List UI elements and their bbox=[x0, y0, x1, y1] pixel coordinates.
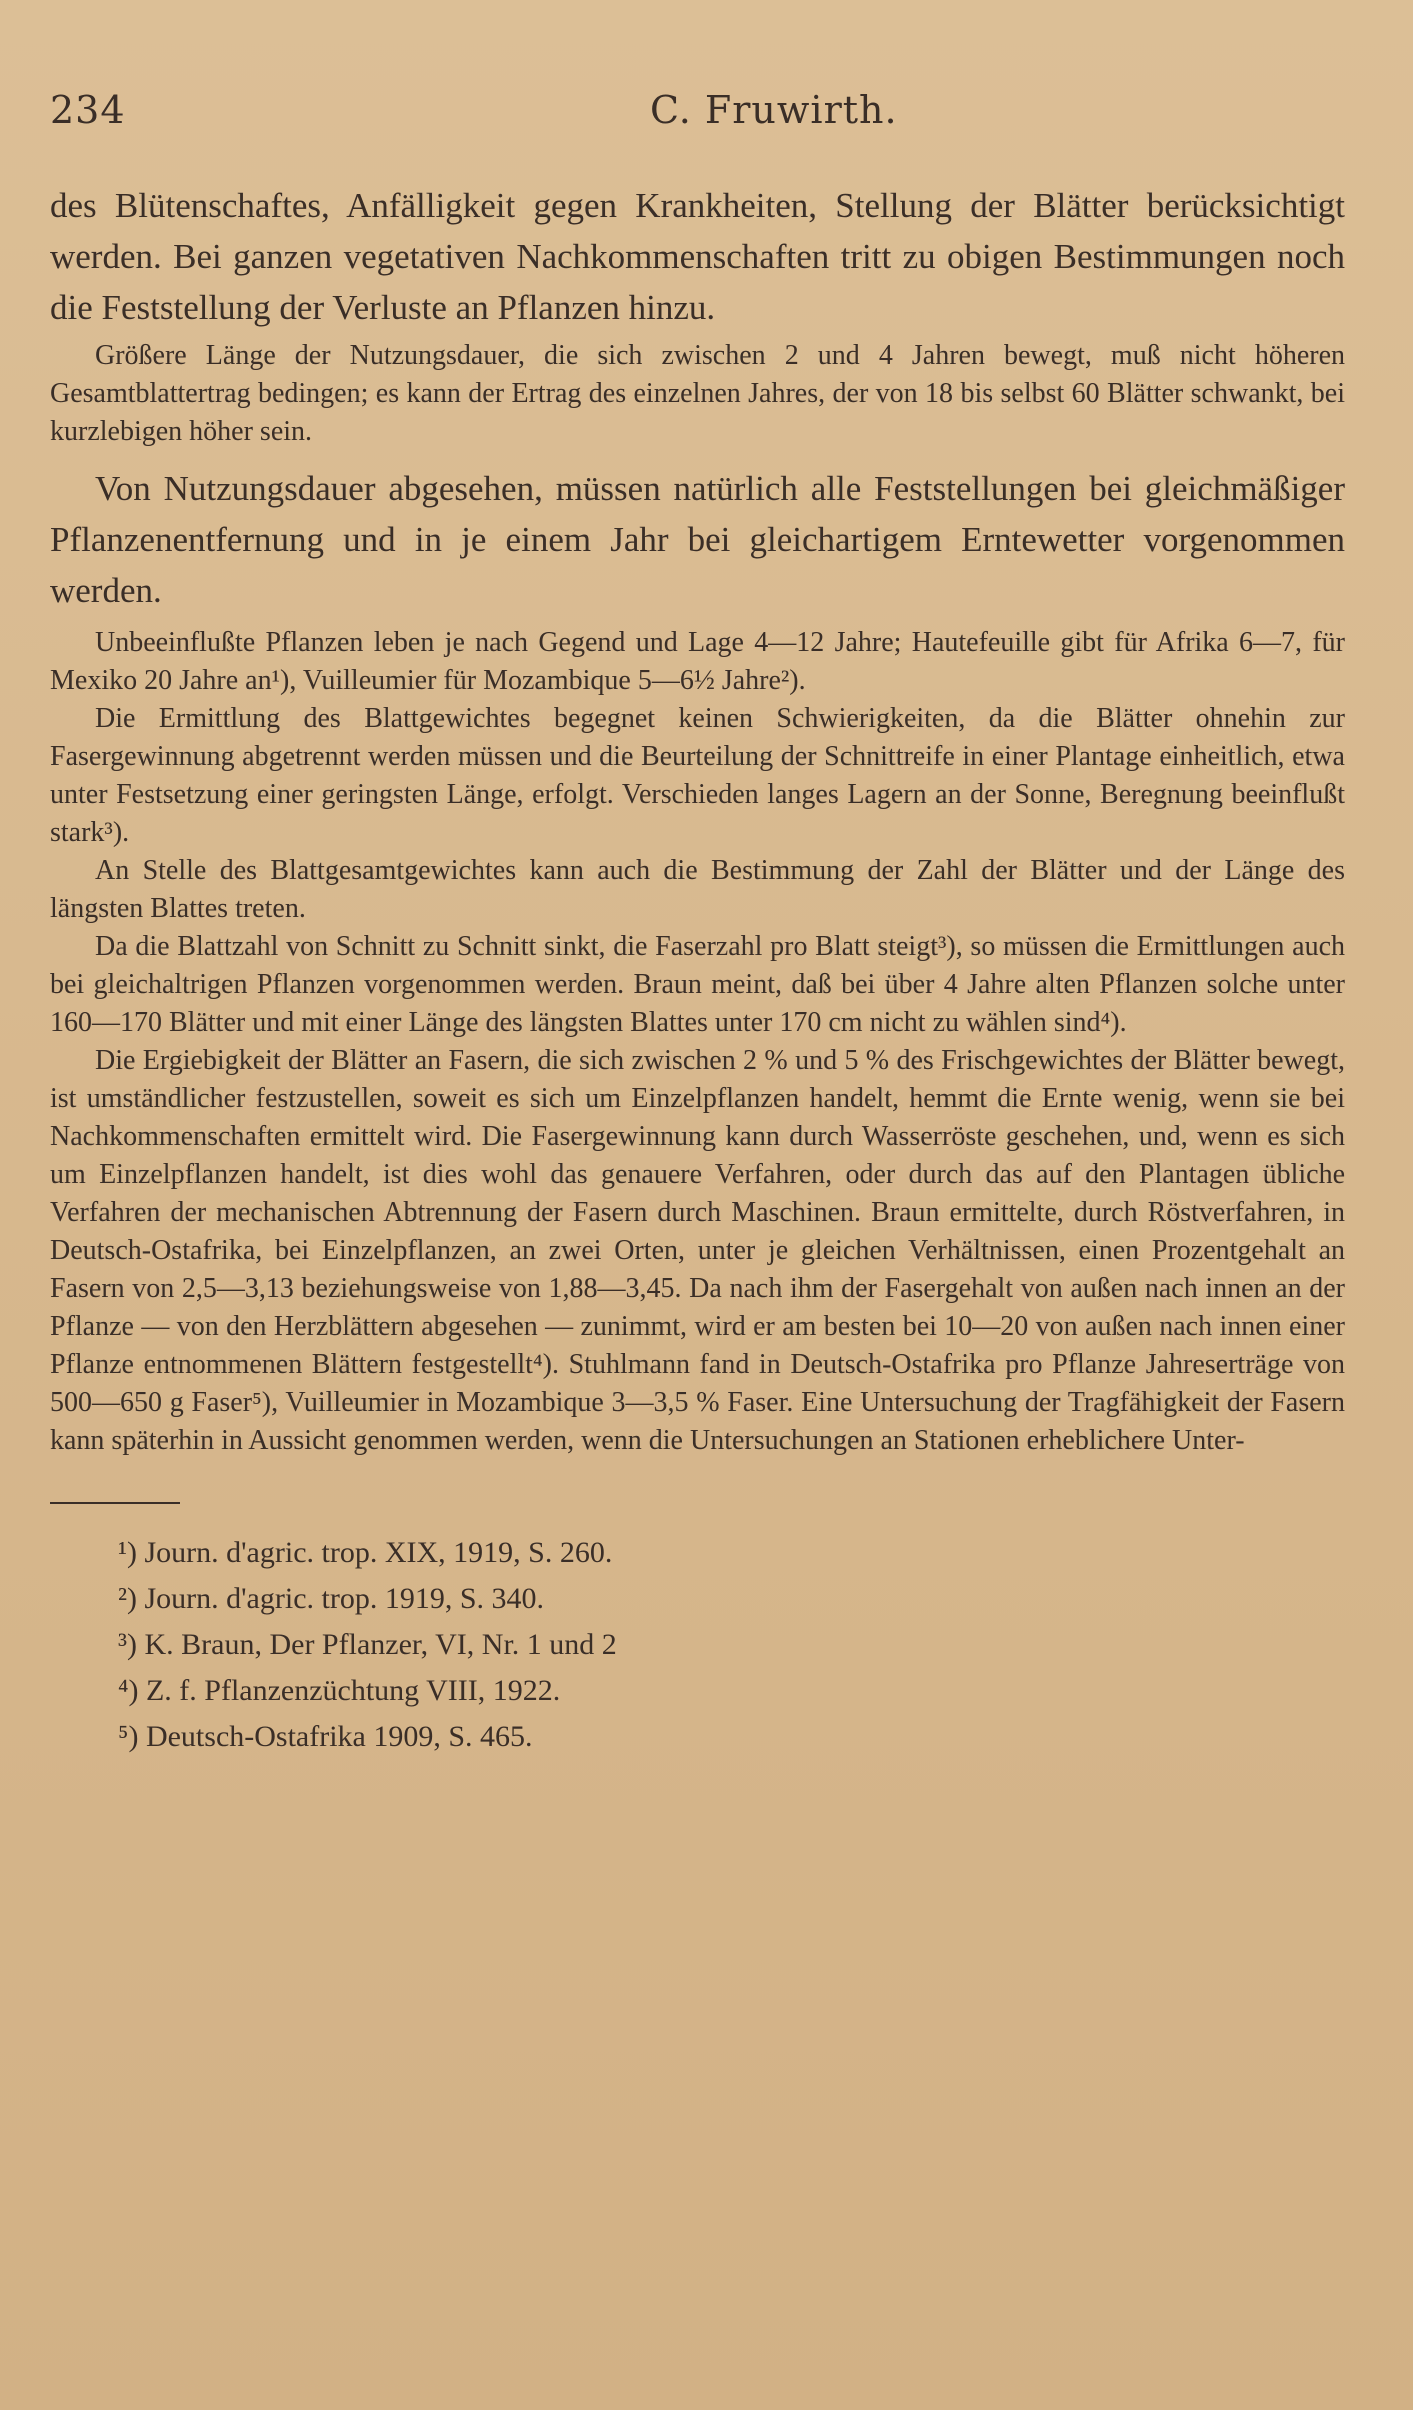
running-title: C. Fruwirth. bbox=[650, 88, 898, 132]
paragraph-small-print: Unbeeinflußte Pflanzen leben je nach Gegend und Lage 4—12 Jahre; Hautefeuille gibt für Afrika 6—7, für Mexiko 20 Jahre an¹), Vuilleumier für Mozambique 5—6½ Jahre²). bbox=[50, 627, 1345, 696]
paragraph-small-print: Größere Länge der Nutzungsdauer, die sich zwischen 2 und 4 Jahren bewegt, muß nicht höheren Gesamtblattertrag bedingen; es kann der Ertrag des einzelnen Jahres, der von 18 bis selbst 60 Blätter schwankt, bei kurzlebigen höher sein. bbox=[50, 340, 1345, 447]
footnote: ⁴) Z. f. Pflanzenzüchtung VIII, 1922. bbox=[118, 1674, 561, 1707]
page-number: 234 bbox=[50, 88, 126, 132]
paragraph-small-print: Die Ermittlung des Blattgewichtes begegnet keinen Schwierigkeiten, da die Blätter ohnehin zur Fasergewinnung abgetrennt werden müssen und die Beurteilung der Schnittreife in einer Plantage einheitlich, etwa unter Festsetzung einer geringsten Länge, erfolgt. Verschieden langes Lagern an der Sonne, Beregnung beeinflußt stark³). bbox=[50, 703, 1345, 848]
paragraph-small-print: An Stelle des Blattgesamtgewichtes kann auch die Bestimmung der Zahl der Blätter und der Länge des längsten Blattes treten. bbox=[50, 855, 1345, 924]
body-text bbox=[50, 180, 1345, 1460]
paragraph: des Blütenschaftes, Anfälligkeit gegen Krankheiten, Stellung der Blätter berücksichtigt werden. Bei ganzen vegetativen Nachkommenschaften tritt zu obigen Bestimmungen noch die Feststellung der Verluste an Pflanzen hinzu. bbox=[50, 186, 1345, 327]
page-header bbox=[50, 88, 1350, 148]
footnotes bbox=[118, 1530, 617, 1760]
footnote-rule bbox=[50, 1500, 180, 1506]
footnote: ²) Journ. d'agric. trop. 1919, S. 340. bbox=[118, 1582, 545, 1615]
paragraph-small-print: Da die Blattzahl von Schnitt zu Schnitt sinkt, die Faserzahl pro Blatt steigt³), so müssen die Ermittlungen auch bei gleichaltrigen Pflanzen vorgenommen werden. Braun meint, daß bei über 4 Jahre alten Pflanzen solche unter 160—170 Blätter und mit einer Länge des längsten Blattes unter 170 cm nicht zu wählen sind⁴). bbox=[50, 931, 1345, 1038]
footnote: ¹) Journ. d'agric. trop. XIX, 1919, S. 260. bbox=[118, 1536, 613, 1569]
paragraph-small-print: Die Ergiebigkeit der Blätter an Fasern, die sich zwischen 2 % und 5 % des Frischgewichtes der Blätter bewegt, ist umständlicher festzustellen, soweit es sich um Einzelpflanzen handelt, hemmt die Ernte wenig, wenn sie bei Nachkommenschaften ermittelt wird. Die Fasergewinnung kann durch Wasserröste geschehen, und, wenn es sich um Einzelpflanzen handelt, ist dies wohl das genauere Verfahren, oder durch das auf den Plantagen übliche Verfahren der mechanischen Abtrennung der Fasern durch Maschinen. Braun ermittelte, durch Röstverfahren, in Deutsch-Ostafrika, bei Einzelpflanzen, an zwei Orten, unter je gleichen Verhältnissen, einen Prozentgehalt an Fasern von 2,5—3,13 beziehungsweise von 1,88—3,45. Da nach ihm der Fasergehalt von außen nach innen an der Pflanze — von den Herzblättern abgesehen — zunimmt, wird er am besten bei 10—20 von außen nach innen einer Pflanze entnommenen Blättern festgestellt⁴). Stuhlmann fand in Deutsch-Ostafrika pro Pflanze Jahreserträge von 500—650 g Faser⁵), Vuilleumier in Mozambique 3—3,5 % Faser. Eine Untersuchung der Tragfähigkeit der Fasern kann späterhin in Aussicht genommen werden, wenn die Untersuchungen an Stationen erheblichere Unter- bbox=[50, 1045, 1345, 1456]
footnote: ⁵) Deutsch-Ostafrika 1909, S. 465. bbox=[118, 1720, 533, 1753]
paragraph: Von Nutzungsdauer abgesehen, müssen natürlich alle Feststellungen bei gleichmäßiger Pflanzenentfernung und in je einem Jahr bei gleichartigem Erntewetter vorgenommen werden. bbox=[50, 469, 1345, 610]
footnote: ³) K. Braun, Der Pflanzer, VI, Nr. 1 und 2 bbox=[118, 1628, 617, 1661]
